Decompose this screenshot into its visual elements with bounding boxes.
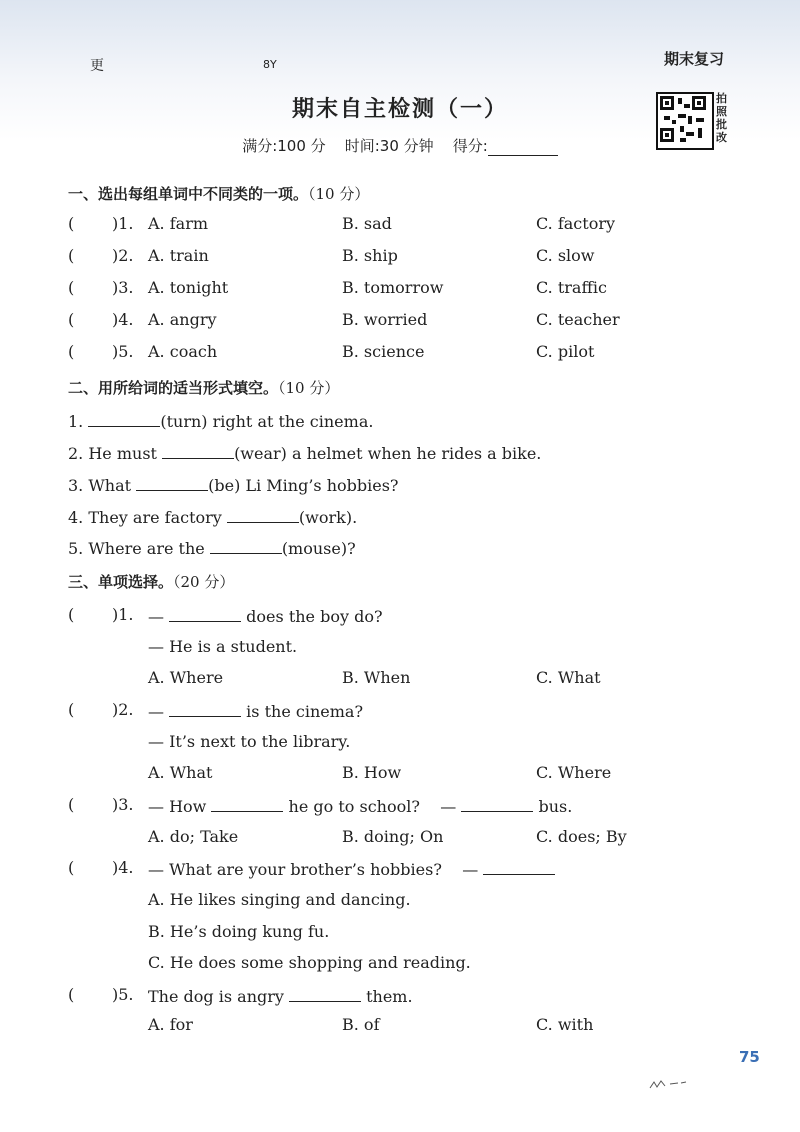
question-1-answer: — He is a student. — [148, 637, 298, 656]
score-blank[interactable] — [488, 141, 558, 156]
question-5-options: A. for B. of C. with — [148, 1015, 594, 1034]
page-number: 75 — [739, 1048, 760, 1066]
list-item: 4. They are factory (work). — [68, 508, 358, 527]
qr-label: 拍照批改 — [716, 92, 727, 144]
question-4-option-b: B. He’s doing kung fu. — [148, 922, 330, 941]
section1-heading: 一、选出每组单词中不同类的一项。（10 分） — [68, 185, 370, 203]
list-item: ( )3. A. tonight B. tomorrow C. traffic — [68, 278, 607, 297]
score-label: 得分: — [452, 137, 488, 155]
question-3-options: A. do; Take B. doing; On C. does; By — [148, 827, 627, 846]
list-item: ( )2. A. train B. ship C. slow — [68, 246, 595, 265]
question-4-option-c: C. He does some shopping and reading. — [148, 953, 471, 972]
question-4-option-a: A. He likes singing and dancing. — [148, 890, 411, 909]
list-item: 2. He must (wear) a helmet when he rides a bike. — [68, 444, 542, 463]
list-item: ( )1. A. farm B. sad C. factory — [68, 214, 616, 233]
question-2-options: A. What B. How C. Where — [148, 763, 612, 782]
question-1: ( )1. — does the boy do? — [68, 605, 383, 626]
header-section-label: 期末复习 — [664, 50, 725, 68]
section2-heading: 二、用所给词的适当形式填空。（10 分） — [68, 379, 340, 397]
question-2: ( )2. — is the cinema? — [68, 700, 364, 721]
list-item: 1. (turn) right at the cinema. — [68, 412, 374, 431]
header-left-mark: 更 — [90, 58, 104, 74]
list-item: ( )5. A. coach B. science C. pilot — [68, 342, 595, 361]
question-5: ( )5. The dog is angry them. — [68, 985, 413, 1006]
list-item: 3. What (be) Li Ming’s hobbies? — [68, 476, 399, 495]
question-4: ( )4. — What are your brother’s hobbies? — — [0, 858, 800, 882]
section3-heading: 三、单项选择。（20 分） — [68, 573, 235, 591]
full-score: 满分:100 分 — [242, 137, 326, 155]
pen-scribble-icon — [648, 1078, 688, 1090]
question-3: ( )3. — How he go to school? — bus. — [68, 795, 573, 816]
list-item: ( )4. A. angry B. worried C. teacher — [68, 310, 620, 329]
question-2-answer: — It’s next to the library. — [148, 732, 351, 751]
page-title: 期末自主检测（一） — [291, 97, 508, 122]
question-1-options: A. Where B. When C. What — [148, 668, 601, 687]
header-code: 8Y — [263, 58, 277, 71]
time-limit: 时间:30 分钟 — [344, 137, 434, 155]
qr-code-icon[interactable] — [656, 92, 714, 150]
list-item: 5. Where are the (mouse)? — [68, 539, 356, 558]
